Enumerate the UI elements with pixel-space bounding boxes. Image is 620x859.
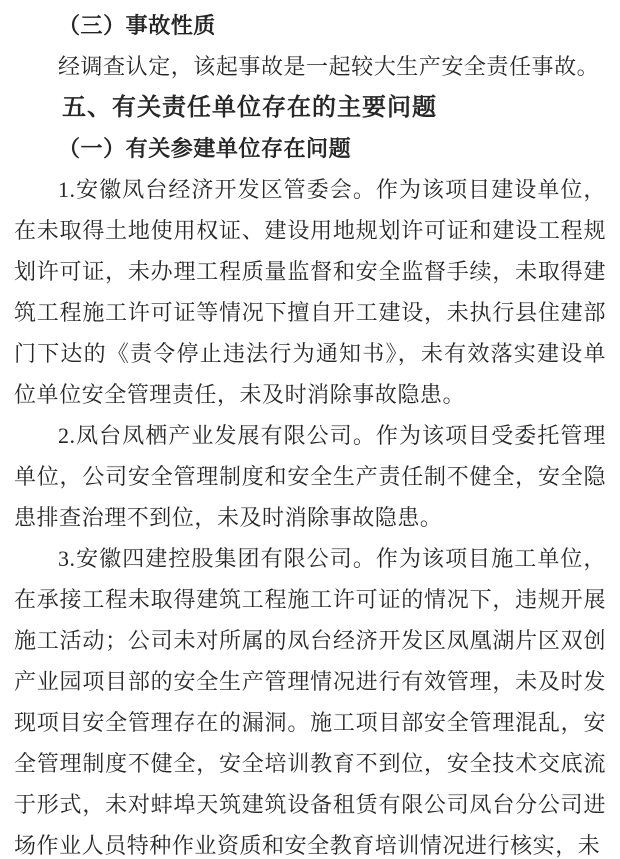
body-paragraph: 3.安徽四建控股集团有限公司。作为该项目施工单位，在承接工程未取得建筑工程施工许可证的情况下，违规开展施工活动；公司未对所属的凤台经济开发区凤凰湖片区双创产业园项目部的安全生产管理情况进行有效管理，未及时发现项目安全管理存在的漏洞。施工项目部安全管理混乱，安全管理制度不健全，安全培训教育不到位，安全技术交底流于形式，未对蚌埠天筑建筑设备租赁有限公司凤台分公司进场作业人员特种作业资质和安全教育培训情况进行核实，未: [14, 546, 606, 858]
sub-heading: （一）有关参建单位存在问题: [58, 136, 352, 161]
body-paragraph: 经调查认定，该起事故是一起较大生产安全责任事故。: [58, 54, 600, 79]
body-paragraph: 2.凤台凤栖产业发展有限公司。作为该项目受委托管理单位，公司安全管理制度和安全生产责任制不健全，安全隐患排查治理不到位，未及时消除事故隐患。: [14, 423, 606, 530]
sub-heading: （三）事故性质: [58, 13, 216, 38]
body-paragraph: 1.安徽凤台经济开发区管委会。作为该项目建设单位，在未取得土地使用权证、建设用地规划许可证和建设工程规划许可证，未办理工程质量监督和安全监督手续，未取得建筑工程施工许可证等情况下擅自开工建设，未执行县住建部门下达的《责令停止违法行为通知书》，未有效落实建设单位单位安全管理责任，未及时消除事故隐患。: [14, 177, 606, 407]
section-heading: 五、有关责任单位存在的主要问题: [62, 94, 437, 121]
